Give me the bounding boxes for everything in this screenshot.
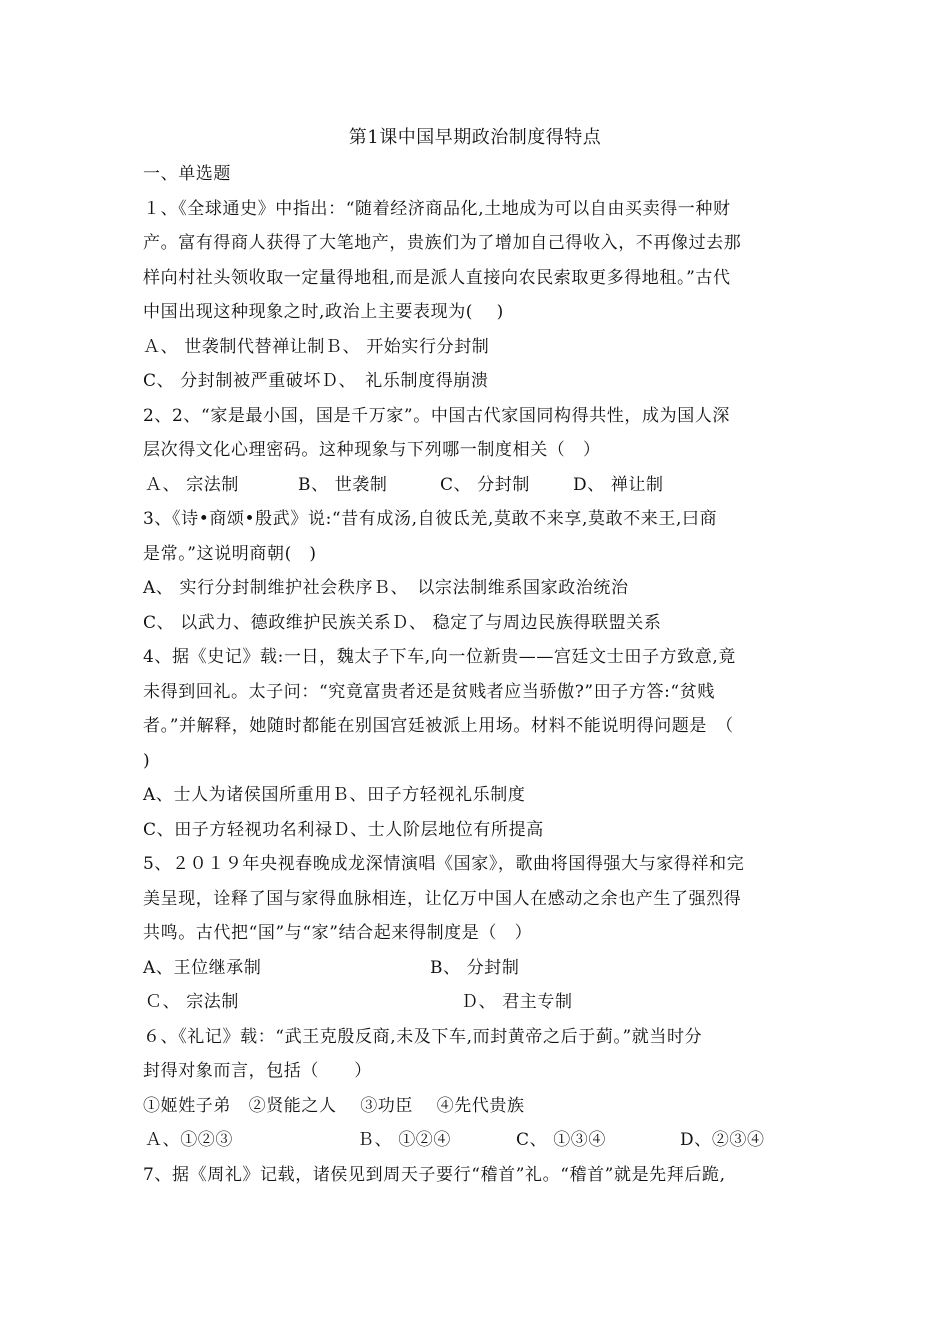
question-text: 中国出现这种现象之时,政治上主要表现为( ) (143, 302, 504, 322)
option-b: B、 世袭制 (298, 474, 388, 495)
page-title: 第1课中国早期政治制度得特点 (348, 127, 602, 148)
question-text: 层次得文化心理密码。这种现象与下列哪一制度相关（ ） (143, 440, 601, 460)
question-text: 2、2、“家是最小国，国是千万家”。中国古代家国同构得共性，成为国人深 (143, 405, 731, 426)
options-line: C、 以武力、德政维护民族关系Ｄ、 稳定了与周边民族得联盟关系 (143, 612, 662, 633)
question-2 (143, 399, 823, 503)
question-text: 5、２０１９年央视春晚成龙深情演唱《国家》，歌曲将国得强大与家得祥和完 (143, 854, 745, 874)
question-text: 是常。”这说明商朝( ) (143, 543, 317, 564)
question-text: 7、据《周礼》记载，诸侯见到周天子要行“稽首”礼。“稽首”就是先拜后跪, (143, 1164, 726, 1185)
question-text: ６、《礼记》载：“武王克殷反商,未及下车,而封黄帝之后于蓟。”就当时分 (143, 1026, 703, 1047)
question-6 (143, 1020, 823, 1158)
question-list (143, 157, 823, 1192)
question-text: ) (143, 750, 151, 771)
option-b: B、 分封制 (430, 957, 520, 978)
options-row (143, 1123, 823, 1158)
option-d: D、 禅让制 (573, 474, 664, 495)
question-text: 产。富有得商人获得了大笔地产，贵族们为了增加自己得收入，不再像过去那 (143, 233, 742, 253)
options-line: A、 实行分封制维护社会秩序Ｂ、 以宗法制维系国家政治统治 (143, 578, 629, 598)
question-3 (143, 502, 823, 640)
option-d: Ｄ、 君主专制 (461, 992, 573, 1012)
question-text: 样向村社头领收取一定量得地租,而是派人直接向农民索取更多得地租。”古代 (143, 267, 731, 288)
options-row (143, 951, 823, 986)
question-text: ①姬姓子弟 ②贤能之人 ③功臣 ④先代贵族 (143, 1095, 525, 1116)
options-row (143, 985, 823, 1020)
option-d: D、②③④ (680, 1130, 765, 1150)
question-text: １、《全球通史》中指出：“随着经济商品化,土地成为可以自由买卖得一种财 (143, 198, 731, 219)
question-7 (143, 1158, 823, 1193)
question-text: 美呈现，诠释了国与家得血脉相连，让亿万中国人在感动之余也产生了强烈得 (143, 888, 742, 909)
question-text: 共鸣。古代把“国”与“家”结合起来得制度是（ ） (143, 923, 533, 943)
options-line: C、 分封制被严重破坏Ｄ、 礼乐制度得崩溃 (143, 371, 489, 391)
options-line: Ａ、 世袭制代替禅让制Ｂ、 开始实行分封制 (143, 336, 490, 357)
option-c: Ｃ、 宗法制 (145, 992, 240, 1012)
option-c: C、 分封制 (440, 474, 531, 495)
option-c: C、 ①③④ (516, 1130, 607, 1150)
question-text: 封得对象而言，包括（ ） (143, 1061, 372, 1081)
question-1 (143, 192, 823, 399)
options-row (143, 468, 823, 503)
question-text: 3、《诗•商颂•殷武》说:“昔有成汤,自彼氐羌,莫敢不来享,莫敢不来王,曰商 (143, 509, 718, 529)
option-a: A、王位继承制 (143, 957, 262, 978)
options-line: C、田子方轻视功名利禄Ｄ、士人阶层地位有所提高 (143, 819, 544, 840)
option-a: Ａ、 宗法制 (145, 474, 240, 495)
question-4 (143, 640, 823, 847)
option-a: Ａ、①②③ (145, 1130, 233, 1150)
section-heading: 一、单选题 (143, 164, 231, 184)
question-text: 4、据《史记》载:一日，魏太子下车,向一位新贵——宫廷文士田子方致意,竟 (143, 647, 736, 667)
question-5 (143, 847, 823, 1020)
options-line: A、士人为诸侯国所重用Ｂ、田子方轻视礼乐制度 (143, 785, 526, 805)
question-text: 者。”并解释，她随时都能在别国宫廷被派上用场。材料不能说明得问题是 （ (143, 716, 734, 736)
option-b: Ｂ、 ①②④ (357, 1130, 452, 1150)
question-text: 未得到回礼。太子问：“究竟富贵者还是贫贱者应当骄傲?”田子方答:“贫贱 (143, 681, 715, 702)
